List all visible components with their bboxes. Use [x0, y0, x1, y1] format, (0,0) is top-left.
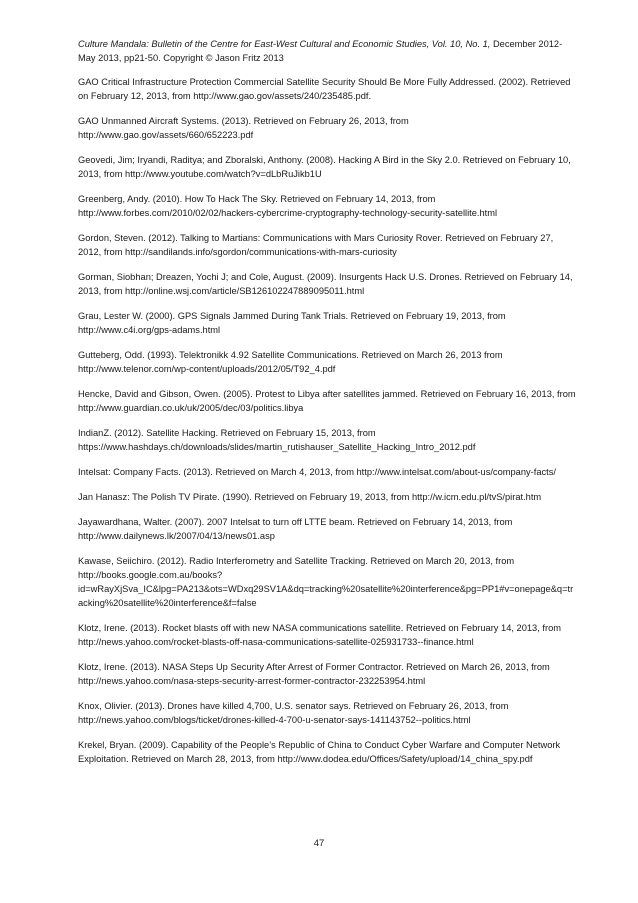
reference-text: Gutteberg, Odd. (1993). Telektronikk 4.92 Satellite Communications. Retrieved on March 26, 2013 from http://www.telenor.com/wp-content/uploads/2012/05/T92_4.pdf [78, 350, 503, 374]
reference-text: Jayawardhana, Walter. (2007). 2007 Intelsat to turn off LTTE beam. Retrieved on February 14, 2013, from http://www.dailynews.lk/2007/04/13/news01.asp [78, 517, 513, 541]
reference-entry [78, 270, 578, 298]
journal-title: Culture Mandala: Bulletin of the Centre for East-West Cultural and Economic Studies, Vol. 10, No. 1, [78, 39, 491, 49]
reference-text: GAO Unmanned Aircraft Systems. (2013). Retrieved on February 26, 2013, from http://www.gao.gov/assets/660/652223.pdf [78, 116, 409, 140]
reference-text: Kawase, Seiichiro. (2012). Radio Interferometry and Satellite Tracking. Retrieved on March 20, 2013, from http://books.google.com.au/books?id=wRayXjSva_IC&lpg=PA213&ots=WDxq29SV1A&dq=tracking%20satellite%20interference&pg=PP1#v=onepage&q=tracking%20satellite%20interference&f=false [78, 556, 574, 608]
reference-list [78, 75, 578, 766]
reference-entry [78, 75, 578, 103]
reference-text: Geovedi, Jim; Iryandi, Raditya; and Zboralski, Anthony. (2008). Hacking A Bird in the Sky 2.0. Retrieved on February 10, 2013, from http://www.youtube.com/watch?v=dLbRuJikb1U [78, 155, 571, 179]
reference-text: Greenberg, Andy. (2010). How To Hack The Sky. Retrieved on February 14, 2013, from http://www.forbes.com/2010/02/02/hackers-cybercrime-cryptography-technology-security-satellite.html [78, 194, 498, 218]
reference-entry [78, 699, 578, 727]
reference-text: Klotz, Irene. (2013). NASA Steps Up Security After Arrest of Former Contractor. Retrieved on March 26, 2013, from http://news.yahoo.com/nasa-steps-security-arrest-former-contractor-232253954.html [78, 662, 550, 686]
reference-entry [78, 309, 578, 337]
reference-entry [78, 426, 578, 454]
reference-entry [78, 515, 578, 543]
reference-entry [78, 231, 578, 259]
reference-entry [78, 660, 578, 688]
reference-entry [78, 621, 578, 649]
reference-entry [78, 153, 578, 181]
page-number: 47 [313, 838, 325, 849]
reference-text: Klotz, Irene. (2013). Rocket blasts off with new NASA communications satellite. Retrieved on February 14, 2013, from http://news.yahoo.com/rocket-blasts-off-nasa-communications-satellite-025931733--finance.html [78, 623, 561, 647]
reference-text: IndianZ. (2012). Satellite Hacking. Retrieved on February 15, 2013, from https://www.hashdays.ch/downloads/slides/martin_rutishauser_Satellite_Hacking_Intro_2012.pdf [78, 428, 476, 452]
reference-entry [78, 192, 578, 220]
reference-text: Gordon, Steven. (2012). Talking to Martians: Communications with Mars Curiosity Rover. Retrieved on February 27, 2012, from http://sandilands.info/sgordon/communications-with-mars-curiosity [78, 233, 554, 257]
header-citation-details: December 2012- May 2013, pp21-50. Copyright © Jason Fritz 2013 [78, 39, 563, 63]
reference-entry [78, 465, 578, 479]
reference-text: Hencke, David and Gibson, Owen. (2005). Protest to Libya after satellites jammed. Retrieved on February 16, 2013, from http://www.guardian.co.uk/uk/2005/dec/03/politics.libya [78, 389, 576, 413]
reference-entry [78, 490, 578, 504]
reference-text: Krekel, Bryan. (2009). Capability of the People’s Republic of China to Conduct Cyber Warfare and Computer Network Exploitation. Retrieved on March 28, 2013, from http://www.dodea.edu/Offices/Safety/upload/14_china_spy.pdf [78, 740, 561, 764]
reference-entry [78, 114, 578, 142]
reference-text: Intelsat: Company Facts. (2013). Retrieved on March 4, 2013, from http://www.intelsat.com/about-us/company-facts/ [78, 467, 556, 477]
reference-text: Grau, Lester W. (2000). GPS Signals Jammed During Tank Trials. Retrieved on February 19, 2013, from http://www.c4i.org/gps-adams.html [78, 311, 506, 335]
reference-text: Gorman, Siobhan; Dreazen, Yochi J; and Cole, August. (2009). Insurgents Hack U.S. Drones. Retrieved on February 14, 2013, from http://online.wsj.com/article/SB126102247889095011.html [78, 272, 573, 296]
reference-entry [78, 554, 578, 610]
reference-text: Knox, Olivier. (2013). Drones have killed 4,700, U.S. senator says. Retrieved on February 26, 2013, from http://news.yahoo.com/blogs/ticket/drones-killed-4-700-u-senator-says-141143752--politics.html [78, 701, 509, 725]
reference-text: GAO Critical Infrastructure Protection Commercial Satellite Security Should Be More Fully Addressed. (2002). Retrieved on February 12, 2013, from http://www.gao.gov/assets/240/235485.pdf. [78, 77, 571, 101]
running-header [78, 38, 578, 65]
reference-text: Jan Hanasz: The Polish TV Pirate. (1990). Retrieved on February 19, 2013, from http://w.icm.edu.pl/tvS/pirat.htm [78, 492, 542, 502]
reference-entry [78, 387, 578, 415]
reference-entry [78, 738, 578, 766]
reference-entry [78, 348, 578, 376]
